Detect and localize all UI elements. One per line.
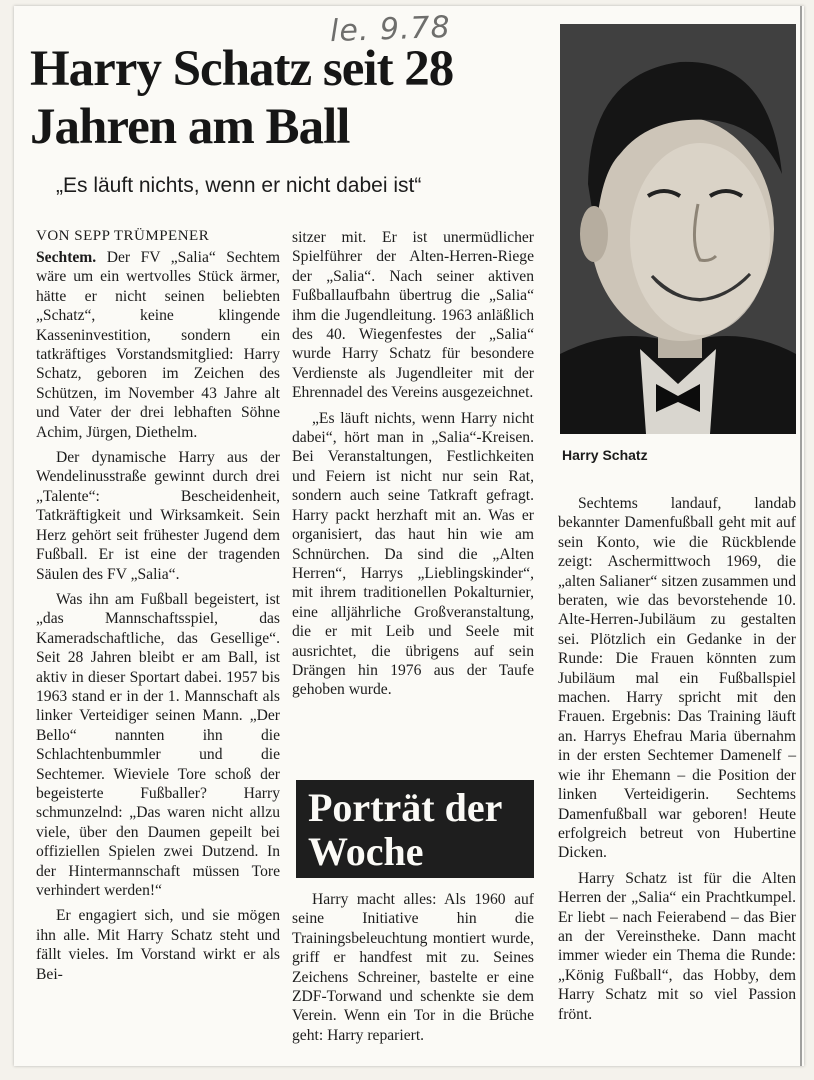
clipping-edge xyxy=(800,6,802,1066)
portrait-photo xyxy=(560,24,796,434)
photo-caption: Harry Schatz xyxy=(562,447,648,463)
paragraph-text: Der FV „Salia“ Sechtem wäre um ein wertvolles Stück ärmer, hätte er nicht seinen beliebten „Schatz“, keine klingende Kasseninvestition, sondern ein tatkräftiges Vorstandsmitglied: Harry Schatz, geboren im Zeichen des Schützen, im November 43 Jahre alt und Vater der drei lebhaften Söhne Achim, Jürgen, Diethelm. xyxy=(36,249,280,441)
subheadline: „Es läuft nichts, wenn er nicht dabei ist“ xyxy=(56,174,422,197)
byline: VON SEPP TRÜMPENER xyxy=(36,228,210,244)
paragraph: Er engagiert sich, und sie mögen ihn alle. Mit Harry Schatz steht und fällt vieles. Im Vorstand wirkt er als Bei- xyxy=(36,907,280,983)
paragraph: Der dynamische Harry aus der Wendelinusstraße gewinnt durch drei „Talente“: Bescheidenheit, Tatkräftigkeit und Wirksamkeit. Sein Herz gehört seit frühester Jugend dem Fußball. Er ist eine der tragenden Säulen des FV „Salia“. xyxy=(36,449,280,583)
dateline: Sechtem. xyxy=(36,249,97,266)
portrait-illustration xyxy=(560,24,796,434)
paragraph: Was ihn am Fußball begeistert, ist „das Mannschaftsspiel, das Kameradschaftliche, das Gesellige“. Seit 28 Jahren bleibt er am Ball, ist aktiv in dieser Sportart dabei. 1957 bis 1963 stand er in der 1. Mannschaft als linker Verteidiger seinen Mann. „Der Bello“ nannten ihn die Schlachtenbummler und die Sechtemer. Wieviele Tore schoß der begeisterte Fußballer? Harry schmunzelnd: „Das waren nicht allzu viele, über den Daumen gepeilt bei offiziellen Spielen zwei Dutzend. In der Hintermannschaft müssen Tore verhindert werden!“ xyxy=(36,590,280,899)
article-column-1 xyxy=(36,248,280,990)
headline: Harry Schatz seit 28 Jahren am Ball xyxy=(30,41,454,155)
paragraph: „Es läuft nichts, wenn Harry nicht dabei“, hört man in „Salia“-Kreisen. Bei Veranstaltungen, Festlichkeiten und Feiern ist nicht nur sein Rat, sondern auch seine Tatkraft gefragt. Harry packt herzhaft mit an. Was er organisiert, das haut hin wie am Schnürchen. Da sind die „Alten Herren“, Harrys „Lieblingskinder“, mit ihrem traditionellen Pokalturnier, eine alljährliche Großveranstaltung, die er mit Leib und Seele mit ausrichtet, die übrigens auf sein Drängen hin 1976 aus der Taufe gehoben wurde. xyxy=(292,409,534,699)
article-column-2 xyxy=(292,228,534,706)
handwritten-date-note: le. 9.78 xyxy=(329,9,452,50)
article-column-2-bottom xyxy=(292,890,534,1051)
paragraph: Sechtems landauf, landab bekannter Damenfußball geht mit auf sein Konto, wie die Rückblende zeigt: Aschermittwoch 1969, die „alten Salianer“ sitzen zusammen und beraten, wie das bevorstehende 10. Alte-Herren-Jubiläum zu gestalten sei. Plötzlich ein Gedanke in der Runde: Die Frauen könnten zum Jubiläum mal ein Fußballspiel machen. Harry spricht mit den Frauen. Ergebnis: Das Training läuft an. Harrys Ehefrau Maria übernahm in der ersten Sechtemer Damenelf – wie ihr Ehemann – die Position der linken Verteidigerin. Sechtems Damenfußball war geboren! Heute erfolgreich betreut von Hubertine Dicken. xyxy=(558,495,796,862)
paragraph xyxy=(36,248,280,442)
paragraph: sitzer mit. Er ist unermüdlicher Spielführer der Alten-Herren-Riege der „Salia“. Nach seiner aktiven Fußballaufbahn übertrug die „Salia“ ihm die Jugendleitung. 1963 anläßlich des 40. Wiegenfestes der „Salia“ wurde Harry Schatz für besondere Verdienste als Jugendleiter mit der Ehrennadel des Vereins ausgezeichnet. xyxy=(292,229,534,402)
paragraph: Harry macht alles: Als 1960 auf seine Initiative hin die Trainingsbeleuchtung montiert wurde, griff er handfest mit zu. Seines Zeichens Schreiner, bastelte er eine ZDF-Torwand und schenkte sie dem Verein. Wenn ein Tor in die Brüche geht: Harry repariert. xyxy=(292,891,534,1044)
paragraph: Harry Schatz ist für die Alten Herren der „Salia“ ein Prachtkumpel. Er liebt – nach Feierabend – das Bier an der Vereinstheke. Dann macht immer wieder ein Thema die Runde: „König Fußball“, das Hobby, dem Harry Schatz mit so viel Passion frönt. xyxy=(558,869,796,1023)
article-column-3 xyxy=(558,494,796,1030)
portrait-of-the-week-box: Porträt der Woche xyxy=(296,780,534,878)
